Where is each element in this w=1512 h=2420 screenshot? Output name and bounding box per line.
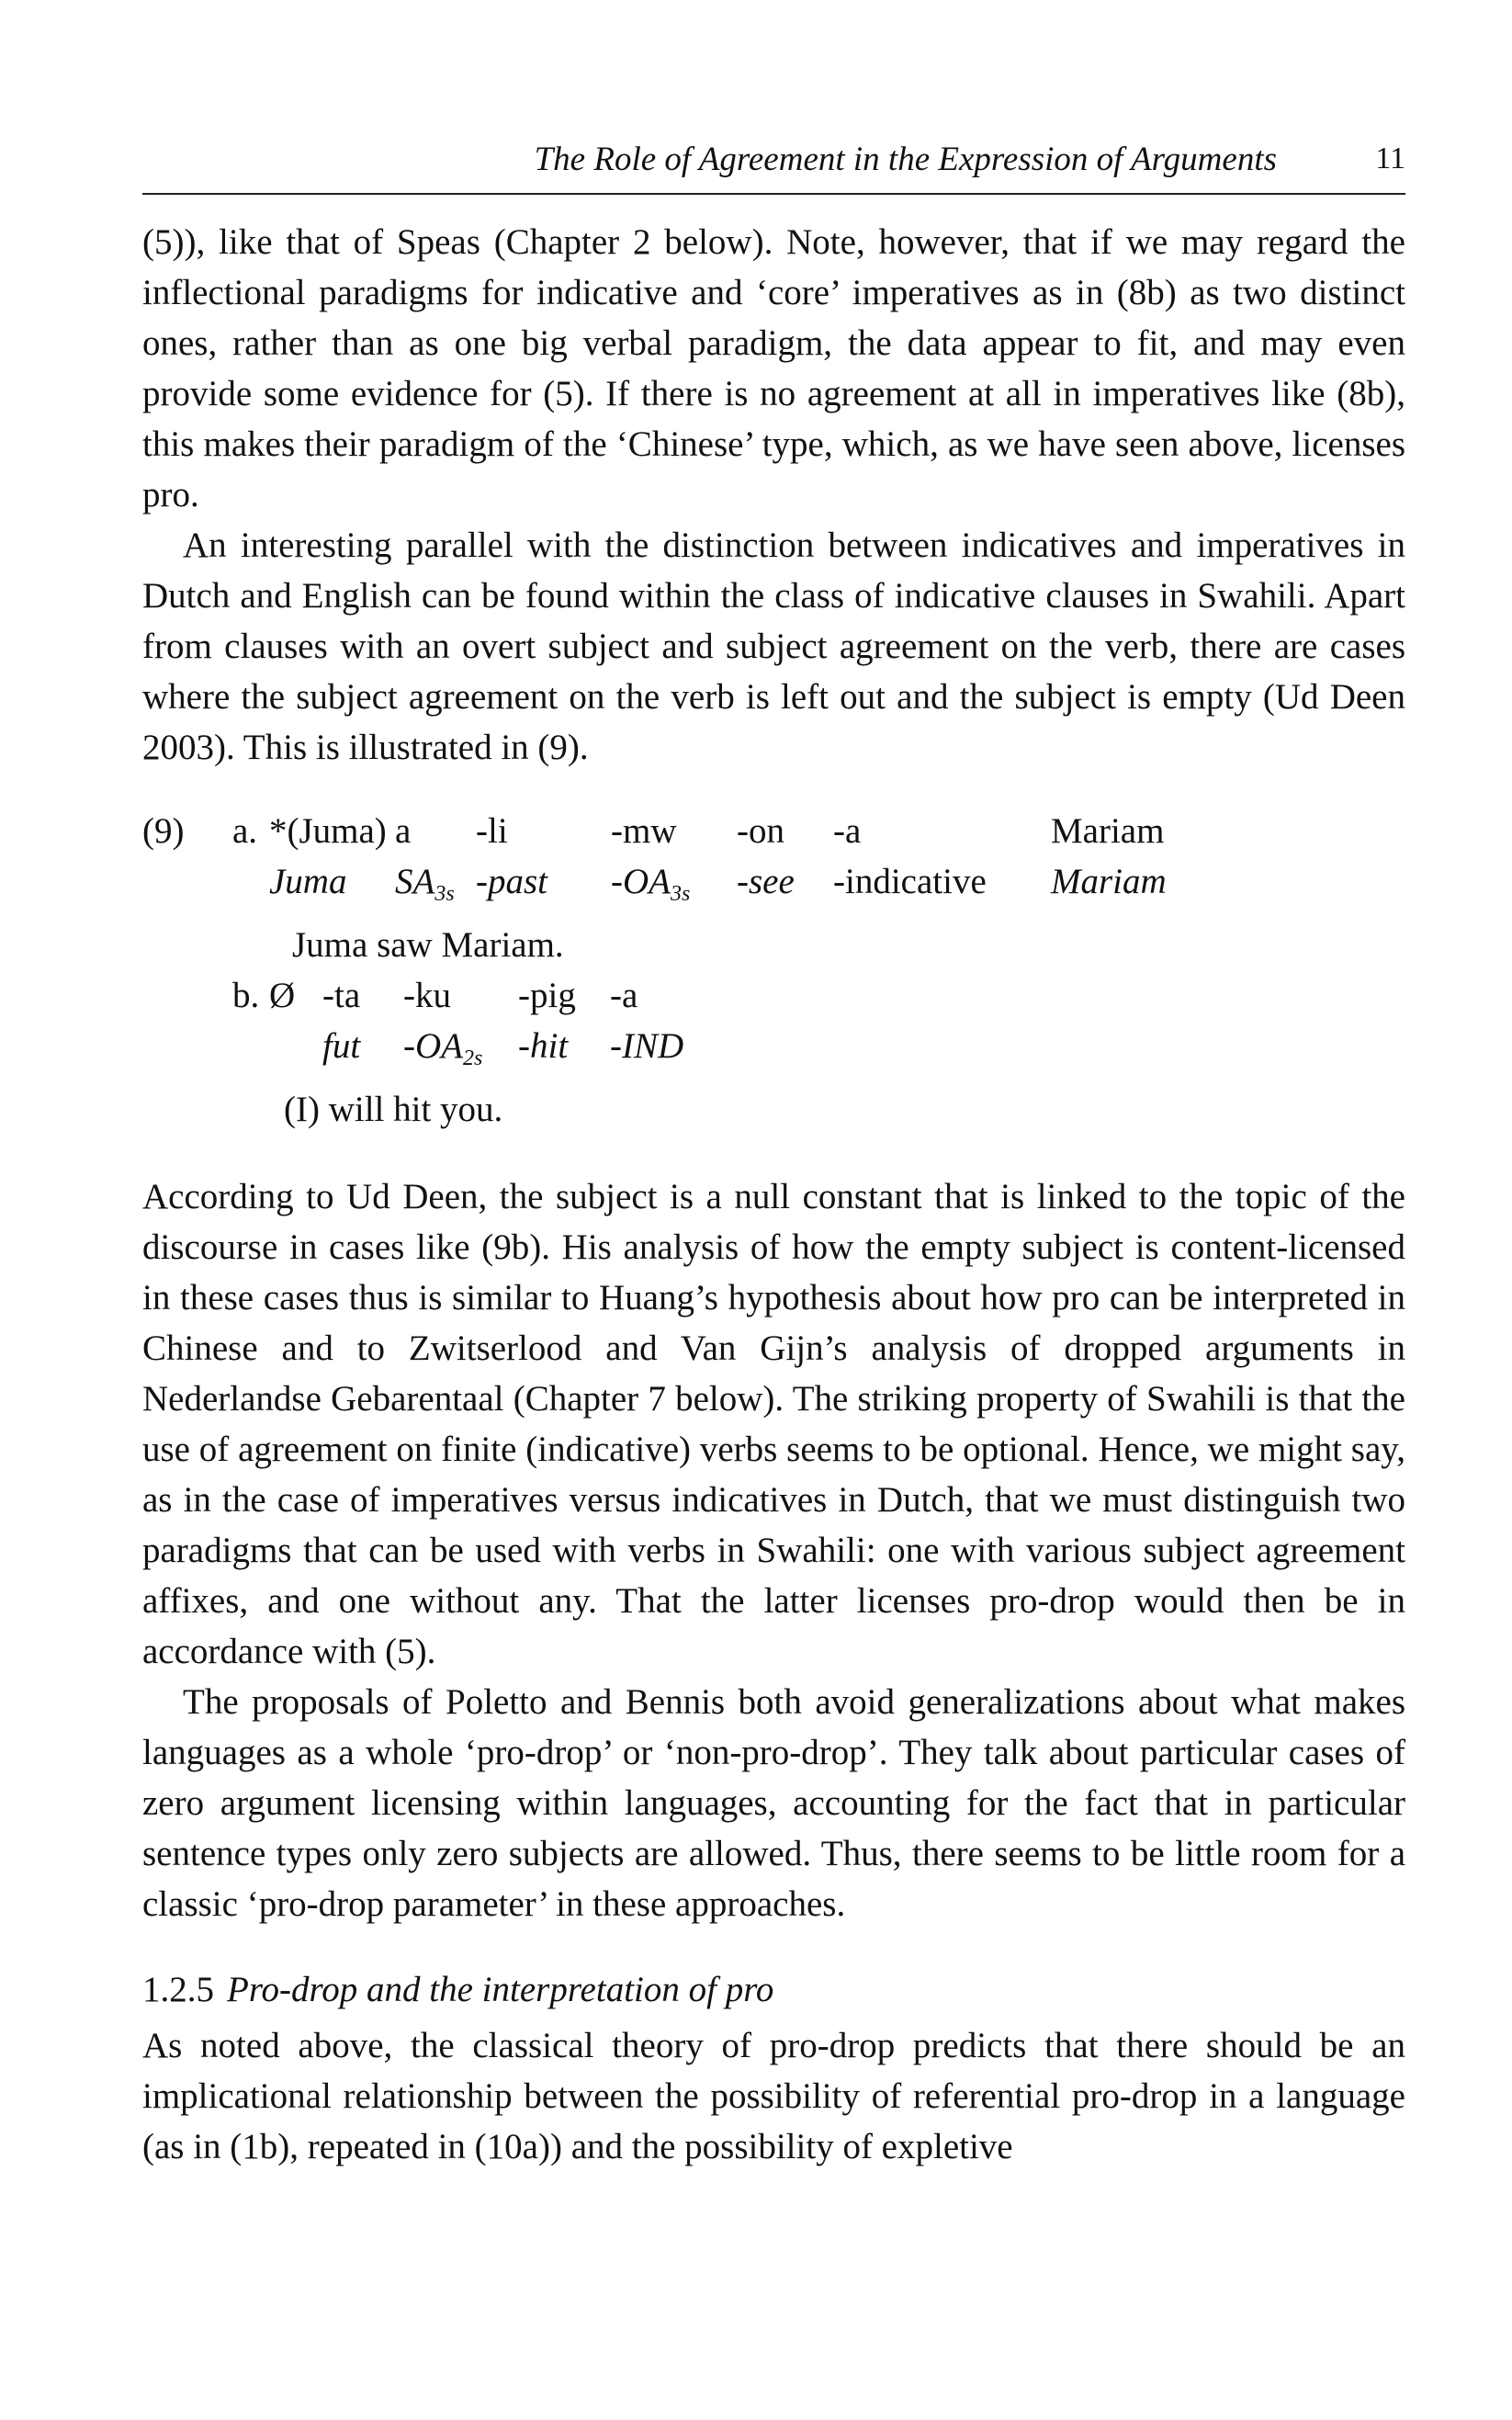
word: -mw (611, 811, 677, 851)
page (142, 136, 1405, 2172)
gloss: Juma (269, 862, 347, 901)
gloss: $SA_{3s}$ (395, 862, 455, 906)
word: Mariam (1051, 811, 1165, 851)
word: -li (476, 811, 508, 851)
word: -ta (322, 976, 361, 1015)
running-head (142, 136, 1405, 195)
paragraph-2: An interesting parallel with the distinction between indicatives and imperatives in Dutch and English can be found within the class of indicative clauses in Swahili. Apart from clauses with an overt subject and subject agreement on the verb, there are cases where the subject agreement on the verb is left out and the subject is empty (Ud Deen 2003). This is illustrated in (9). (142, 526, 1405, 767)
example-9b-translation (142, 1084, 1405, 1135)
paragraph-4: The proposals of Poletto and Bennis both avoid generalizations about what makes languages as a whole ‘pro-drop’ or ‘non-pro-drop’. They talk about particular cases of zero argument licensing within languages, accounting for the fact that in particular sentence types only zero subjects are allowed. Thus, there seems to be little room for a classic ‘pro-drop parameter’ in these approaches. (142, 1682, 1405, 1924)
paragraph-1: (5)), like that of Speas (Chapter 2 below). Note, however, that if we may regard the inflectional paradigms for indicative and ‘core’ imperatives as in (8b) as two distinct ones, rather than as one big verbal paradigm, the data appear to fit, and may even provide some evidence for (5). If there is no agreement at all in imperatives like (8b), this makes their paradigm of the ‘Chinese’ type, which, as we have seen above, licenses pro. (142, 222, 1405, 515)
gloss: fut (322, 1026, 361, 1066)
example-9b-words (142, 970, 1405, 1021)
example-label-a: a. (232, 811, 258, 851)
paragraph-5: As noted above, the classical theory of pro-drop predicts that there should be an implicational relationship between the possibility of referential pro-drop in a language (as in (1b), repeated in (10a)) and the possibility of expletive (142, 2026, 1405, 2166)
word: *(Juma) (269, 811, 387, 851)
translation: Juma saw Mariam. (292, 925, 564, 965)
word: a (395, 811, 412, 851)
word: -a (610, 976, 638, 1015)
gloss: $-OA_{3s}$ (611, 862, 691, 906)
word: -ku (403, 976, 451, 1015)
example-label-b: b. (232, 976, 260, 1015)
word: Ø (269, 976, 296, 1015)
paragraph-3: According to Ud Deen, the subject is a null constant that is linked to the topic of the discourse in cases like (9b). His analysis of how the empty subject is content-licensed in these cases thus is similar to Huang’s hypothesis about how pro can be interpreted in Chinese and to Zwitserlood and Van Gijn’s analysis of dropped arguments in Nederlandse Gebarentaal (Chapter 7 below). The striking property of Swahili is that the use of agreement on finite (indicative) verbs seems to be optional. Hence, we might say, as in the case of imperatives versus indicatives in Dutch, that we must distinguish two paradigms that can be used with verbs in Swahili: one with various subject agreement affixes, and one without any. That the latter licenses pro-drop would then be in accordance with (5). (142, 1177, 1405, 1671)
example-9a-words (142, 806, 1405, 856)
gloss: $-OA_{2s}$ (403, 1026, 483, 1070)
page-number: 11 (1375, 141, 1405, 175)
section-heading (142, 1964, 1405, 2015)
section-number: 1.2.5 (142, 1970, 214, 2009)
running-title: The Role of Agreement in the Expression of Arguments (534, 141, 1277, 178)
section-title: Pro-drop and the interpretation of pro (227, 1970, 774, 2009)
example-number: (9) (142, 811, 185, 851)
gloss: -past (476, 862, 547, 901)
gloss: -hit (518, 1026, 569, 1066)
example-9 (142, 806, 1405, 1135)
example-9b-gloss (142, 1021, 1405, 1084)
gloss: -indicative (833, 862, 987, 901)
word: -a (833, 811, 862, 851)
gloss: -IND (610, 1026, 684, 1066)
translation: (I) will hit you. (284, 1090, 503, 1129)
word: -on (737, 811, 784, 851)
gloss: Mariam (1051, 862, 1167, 901)
word: -pig (518, 976, 576, 1015)
example-9a-translation (142, 920, 1405, 970)
gloss: -see (737, 862, 795, 901)
example-9a-gloss (142, 856, 1405, 920)
body-text (142, 217, 1405, 2172)
